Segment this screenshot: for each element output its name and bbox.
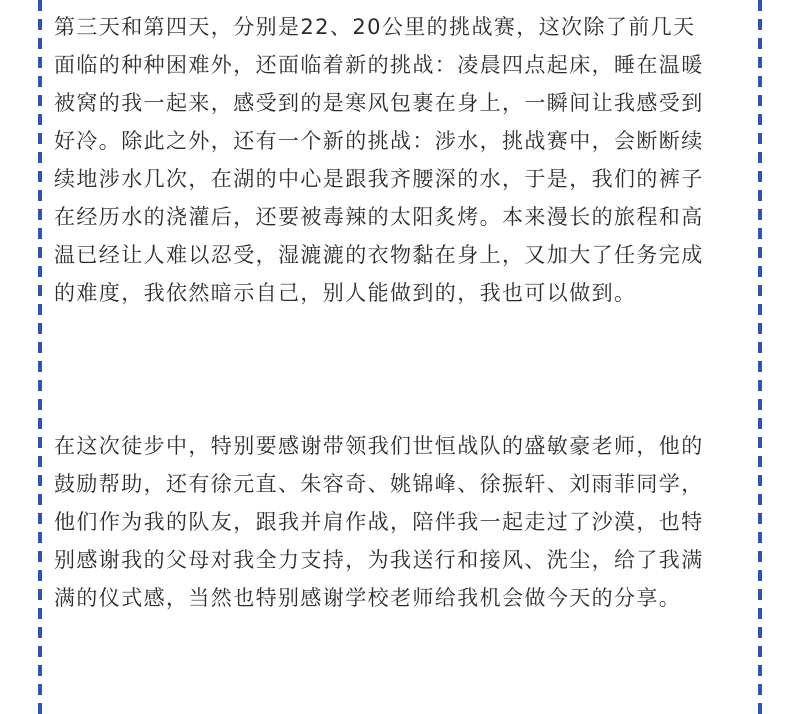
- text-line: 第三天和第四天，分别是22、20公里的挑战赛，这次除了前几天: [54, 15, 696, 39]
- text-line: 的难度，我依然暗示自己，别人能做到的，我也可以做到。: [54, 281, 637, 305]
- text-line: 续地涉水几次，在湖的中心是跟我齐腰深的水，于是，我们的裤子: [54, 167, 704, 191]
- text-line: 温已经让人难以忍受，湿漉漉的衣物黏在身上，又加大了任务完成: [54, 243, 704, 267]
- dashed-border-right: [758, 0, 762, 714]
- paragraph-thanks: [54, 427, 704, 617]
- text-line: 在经历水的浇灌后，还要被毒辣的太阳炙烤。本来漫长的旅程和高: [54, 205, 704, 229]
- text-line: 别感谢我的父母对我全力支持，为我送行和接风、洗尘，给了我满: [54, 548, 704, 572]
- text-line: 在这次徒步中，特别要感谢带领我们世恒战队的盛敏豪老师，他的: [54, 434, 704, 458]
- text-line: 满的仪式感，当然也特别感谢学校老师给我机会做今天的分享。: [54, 586, 682, 610]
- text-line: 鼓励帮助，还有徐元直、朱容奇、姚锦峰、徐振轩、刘雨菲同学，: [54, 472, 704, 496]
- text-line: 面临的种种困难外，还面临着新的挑战：凌晨四点起床，睡在温暖: [54, 53, 704, 77]
- dashed-border-left: [38, 0, 42, 714]
- text-line: 被窝的我一起来，感受到的是寒风包裹在身上，一瞬间让我感受到: [54, 91, 704, 115]
- paragraph-challenge: [54, 8, 704, 312]
- text-line: 他们作为我的队友，跟我并肩作战，陪伴我一起走过了沙漠，也特: [54, 510, 704, 534]
- text-line: 好冷。除此之外，还有一个新的挑战：涉水，挑战赛中，会断断续: [54, 129, 704, 153]
